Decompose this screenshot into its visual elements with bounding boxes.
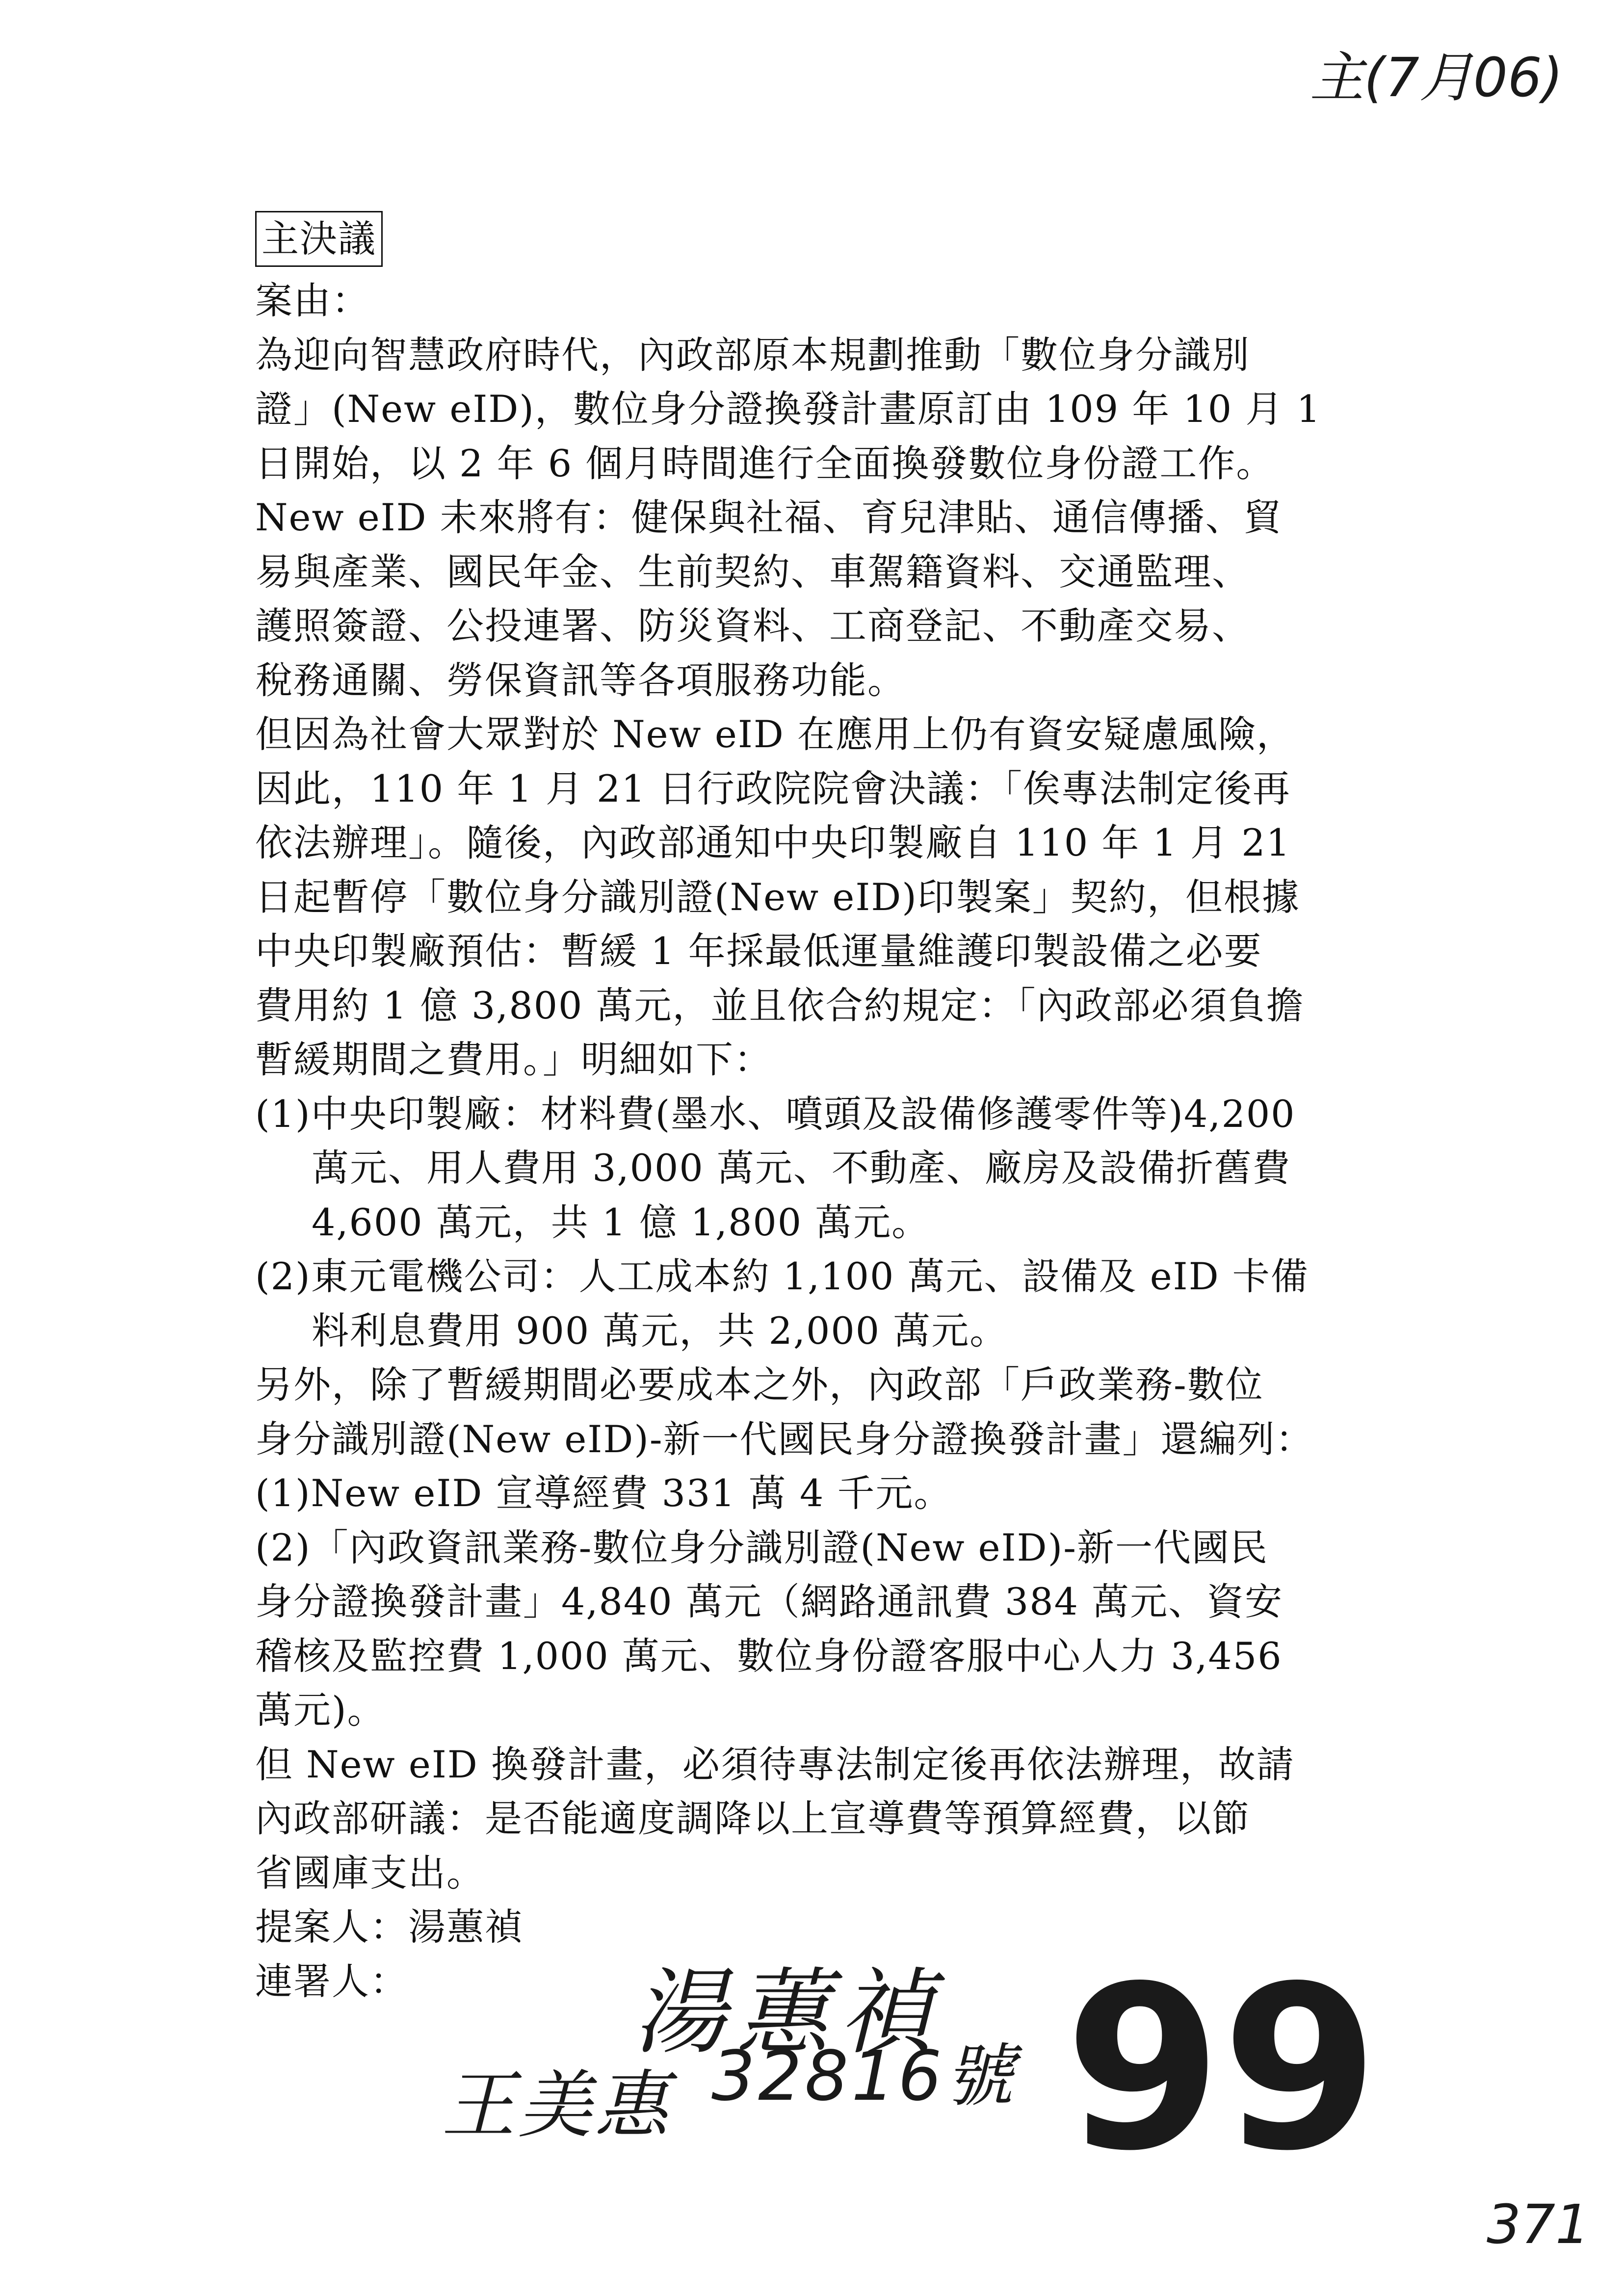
body-line: 稽核及監控費 1,000 萬元、數位身份證客服中心人力 3,456 xyxy=(255,1634,1283,1678)
body-line: 中央印製廠預估：暫緩 1 年採最低運量維護印製設備之必要 xyxy=(255,929,1262,973)
cosigner-signature: 32816號 xyxy=(711,2036,1017,2116)
body-line: 為迎向智慧政府時代，內政部原本規劃推動「數位身分識別 xyxy=(255,333,1250,377)
handwritten-corner-note: 主(7月06) xyxy=(1310,46,1563,109)
handwritten-number: 99 xyxy=(1065,1938,1379,2200)
body-line: New eID 未來將有：健保與社福、育兒津貼、通信傳播、貿 xyxy=(255,496,1282,539)
body-line: 證」(New eID)，數位身分證換發計畫原訂由 109 年 10 月 1 xyxy=(255,387,1321,431)
case-label: 案由： xyxy=(255,279,370,322)
list-item-2: (2)「內政資訊業務-數位身分識別證(New eID)-新一代國民 xyxy=(255,1525,1268,1569)
body-line: 費用約 1 億 3,800 萬元，並且依合約規定：「內政部必須負擔 xyxy=(255,983,1305,1027)
list-item-continuation: 萬元、用人費用 3,000 萬元、不動產、廠房及設備折舊費 xyxy=(312,1146,1291,1190)
body-line: 日開始，以 2 年 6 個月時間進行全面換發數位身份證工作。 xyxy=(255,441,1275,485)
body-line: 因此，110 年 1 月 21 日行政院院會決議：「俟專法制定後再 xyxy=(255,766,1291,810)
document-body xyxy=(255,211,1413,2009)
list-item-2: (2)東元電機公司：人工成本約 1,100 萬元、設備及 eID 卡備 xyxy=(255,1254,1309,1298)
body-line: 另外，除了暫緩期間必要成本之外，內政部「戶政業務-數位 xyxy=(255,1363,1264,1407)
body-line: 暫緩期間之費用。」明細如下： xyxy=(255,1038,772,1081)
body-line: 日起暫停「數位身分識別證(New eID)印製案」契約，但根據 xyxy=(255,875,1300,919)
body-line: 身分證換發計畫」4,840 萬元（網路通訊費 384 萬元、資安 xyxy=(255,1580,1283,1623)
body-line: 稅務通關、勞保資訊等各項服務功能。 xyxy=(255,658,906,702)
cosigner-signature: 王美惠 xyxy=(442,2063,672,2148)
body-line: 內政部研議：是否能適度調降以上宣導費等預算經費，以節 xyxy=(255,1797,1250,1840)
proposer-line: 提案人：湯蕙禎 xyxy=(255,1905,523,1949)
page-number: 371 xyxy=(1487,2193,1590,2256)
body-line: 但因為社會大眾對於 New eID 在應用上仍有資安疑慮風險， xyxy=(255,712,1295,756)
body-line: 依法辦理」。隨後，內政部通知中央印製廠自 110 年 1 月 21 xyxy=(255,821,1291,864)
list-item-continuation: 料利息費用 900 萬元，共 2,000 萬元。 xyxy=(312,1308,1008,1353)
body-line: 護照簽證、公投連署、防災資料、工商登記、不動產交易、 xyxy=(255,604,1250,648)
list-item-1: (1)New eID 宣導經費 331 萬 4 千元。 xyxy=(255,1471,952,1515)
body-line: 萬元)。 xyxy=(255,1688,386,1732)
body-line: 易與產業、國民年金、生前契約、車駕籍資料、交通監理、 xyxy=(255,549,1250,594)
proposer-signature: 湯蕙禎 xyxy=(633,1958,943,2067)
list-item-1: (1)中央印製廠：材料費(墨水、噴頭及設備修護零件等)4,200 xyxy=(255,1092,1296,1136)
body-line: 省國庫支出。 xyxy=(255,1851,485,1895)
list-item-continuation: 4,600 萬元，共 1 億 1,800 萬元。 xyxy=(312,1200,930,1244)
cosigner-line: 連署人： xyxy=(255,1959,408,2003)
body-line: 身分識別證(New eID)-新一代國民身分證換發計畫」還編列： xyxy=(255,1417,1314,1461)
document-title: 主決議 xyxy=(255,211,383,267)
body-line: 但 New eID 換發計畫，必須待專法制定後再依法辦理，故請 xyxy=(255,1742,1295,1786)
